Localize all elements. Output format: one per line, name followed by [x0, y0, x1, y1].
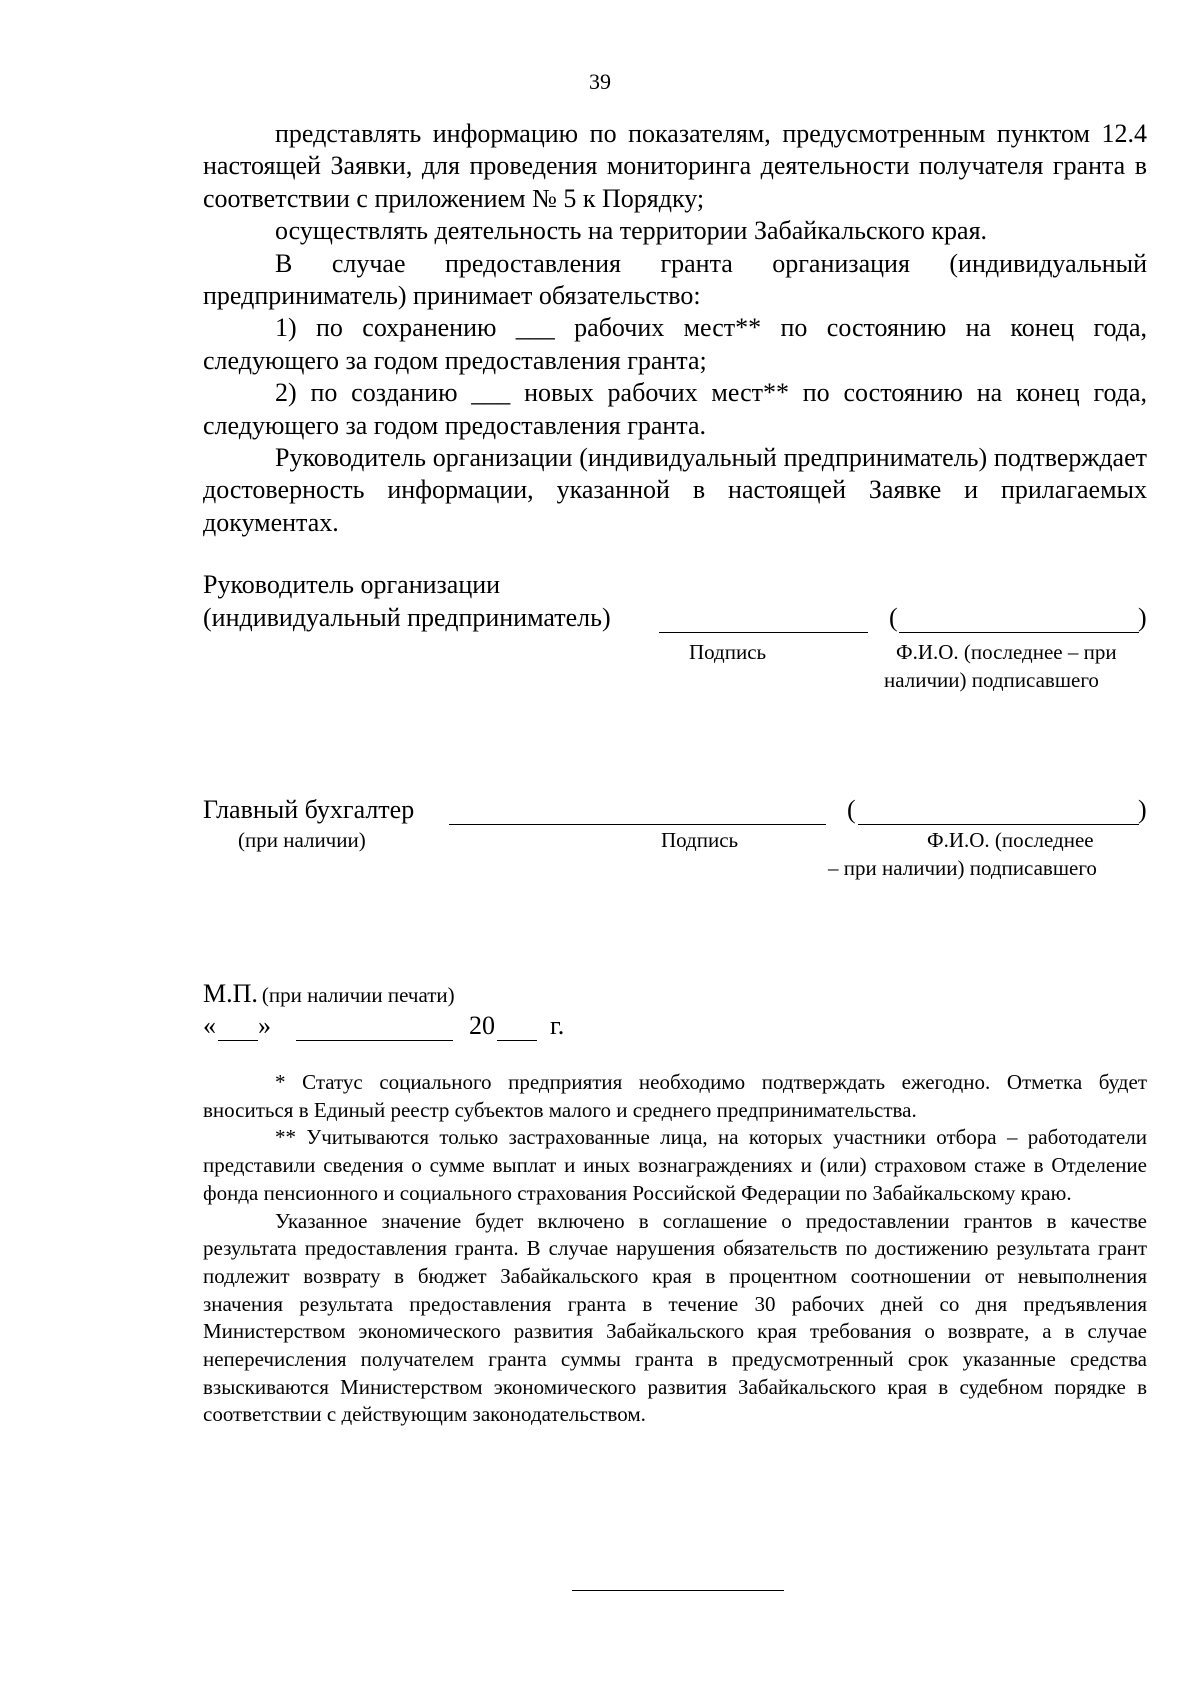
head-signature-label-line2: (индивидуальный предприниматель) [203, 603, 611, 632]
head-fio-paren-open: ( [889, 603, 898, 632]
footnotes [203, 1069, 1147, 1429]
stamp-label: М.П. [203, 979, 258, 1008]
accountant-fio-paren-close: ) [1138, 795, 1147, 824]
date-day-line[interactable] [218, 1040, 258, 1041]
paragraph-create-jobs: 2) по созданию ___ новых рабочих мест** по состоянию на конец года, следующего за годом предоставления гранта. [203, 378, 1147, 440]
footnote-social-status: * Статус социального предприятия необходимо подтверждать ежегодно. Отметка будет вноситься в Единый реестр субъектов малого и среднего предпринимательства. [203, 1070, 1147, 1122]
paragraph-reporting-obligation: представлять информацию по показателям, предусмотренным пунктом 12.4 настоящей Заявки, для проведения мониторинга деятельности получателя гранта в соответствии с приложением № 5 к Порядку; [203, 119, 1147, 213]
date-year-line[interactable] [497, 1040, 537, 1041]
document-body [203, 118, 1147, 539]
head-signature-caption: Подпись [689, 640, 767, 664]
accountant-sub-label: (при наличии) [238, 828, 366, 852]
accountant-fio-caption-line2: – при наличии) подписавшего [828, 856, 1097, 880]
footnote-insured-persons: ** Учитываются только застрахованные лица, на которых участники отбора – работодатели представили сведения о сумме выплат и иных вознаграждениях и (или) страховом стаже в Отделение фонда пенсионного и социального страхования Российской Федерации по Забайкальскому краю. [203, 1125, 1147, 1205]
head-signature-label-line1: Руководитель организации [203, 570, 501, 599]
head-signature-line[interactable] [659, 632, 868, 633]
date-year-prefix: 20 [469, 1011, 495, 1040]
paragraph-confirmation: Руководитель организации (индивидуальный предприниматель) подтверждает достоверность информации, указанной в настоящей Заявке и прилагаемых документах. [203, 443, 1147, 537]
head-fio-caption-line2: наличии) подписавшего [884, 668, 1099, 692]
accountant-fio-line[interactable] [858, 824, 1139, 825]
paragraph-grant-commitment: В случае предоставления гранта организация (индивидуальный предприниматель) принимает обязательство: [203, 248, 1147, 311]
paragraph-territory-obligation: осуществлять деятельность на территории Забайкальского края. [275, 216, 988, 246]
head-fio-line[interactable] [899, 632, 1139, 633]
accountant-signature-caption: Подпись [661, 828, 739, 852]
end-of-document-rule [572, 1590, 784, 1591]
stamp-note: (при наличии печати) [261, 983, 455, 1007]
date-year-suffix: г. [550, 1011, 565, 1040]
head-fio-caption-line1: Ф.И.О. (последнее – при [896, 640, 1117, 664]
accountant-signature-label: Главный бухгалтер [203, 795, 415, 824]
footnote-grant-return: Указанное значение будет включено в соглашение о предоставлении грантов в качестве результата предоставления гранта. В случае нарушения обязательств по достижению результата грант подлежит возврату в бюджет Забайкальского края в процентном соотношении от невыполнения значения результата предоставления гранта в течение 30 рабочих дней со дня предъявления Министерством экономического развития Забайкальского края требования о возврате, а в случае неперечисления получателем гранта суммы гранта в предусмотренный срок указанные средства взыскиваются Министерством экономического развития Забайкальского края в судебном порядке в соответствии с действующим законодательством. [203, 1208, 1147, 1427]
date-month-line[interactable] [296, 1040, 453, 1041]
paragraph-preserve-jobs: 1) по сохранению ___ рабочих мест** по состоянию на конец года, следующего за годом предоставления гранта; [203, 313, 1147, 375]
accountant-signature-line[interactable] [449, 824, 826, 825]
page-number: 39 [589, 69, 611, 94]
date-close-quote: » [258, 1011, 271, 1040]
accountant-fio-caption-line1: Ф.И.О. (последнее [927, 828, 1094, 852]
head-fio-paren-close: ) [1138, 603, 1147, 632]
accountant-fio-paren-open: ( [847, 795, 856, 824]
stamp-place [203, 978, 455, 1014]
date-open-quote: « [203, 1011, 216, 1040]
